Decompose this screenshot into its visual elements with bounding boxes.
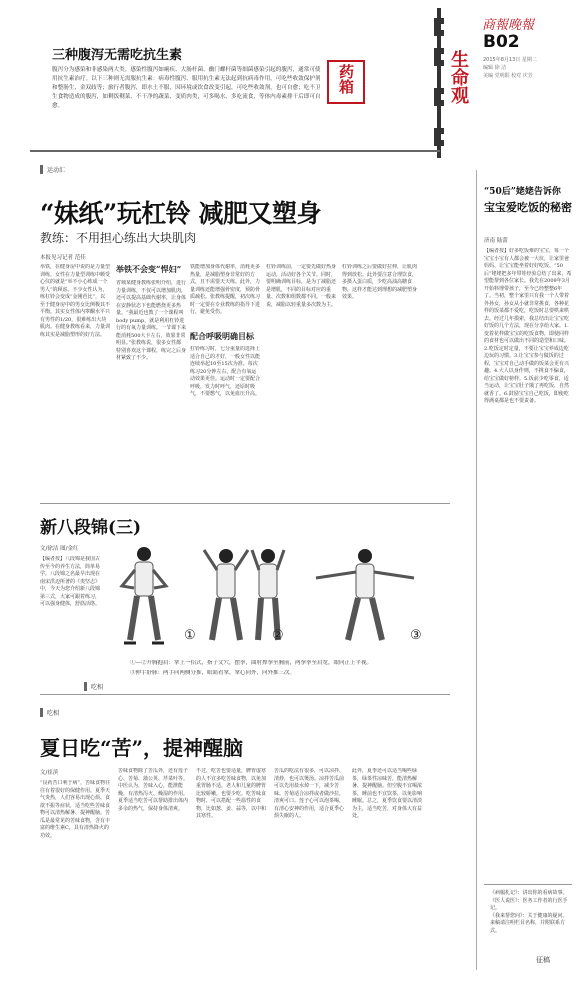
main-col-1: 举铁，在健身房中说的是力量型训练。女性在力量型训练中颇受心仪的就是“举不小心练成一个男人”的顾虑。不少女性认为，练杠铃会变成“金刚芭比”，以至于健身房中的男女比例极其不平衡。其实女性体内睾酮水平只有男性的1/20，很难练出大块肌肉。在健身教练看来，力量训练其实是减脂塑形的好方法。 [40,264,110,338]
qigong-figure-label-2: ② [272,628,284,643]
column-rule [476,170,477,970]
call-for-papers [490,890,572,935]
diet-col-1: “良药苦口利于病”，苦味食物往往有着很好的保健作用。夏季天气炎热，人们容易出现心烦、食欲不振等症状，适当吃些苦味食物可以清热解暑、提神醒脑。苦瓜是最常见的苦味食物，含有丰富的维生素C，具有清热降火的功效。 [40,780,111,839]
diet-col-5: 此外，夏季还可以适当喝些绿茶，绿茶性凉味苦，能清热解暑、提神醒脑。但空腹不宜喝浓茶，睡前也不宜饮茶，以免影响睡眠。总之，夏季饮食要以清淡为主，适当吃苦，对身体大有益处。 [352,768,423,819]
side-story-title-1: “50后”姥姥告诉你 [484,187,561,197]
qigong-figure-label-1: ① [184,628,196,643]
diet-col-3: 不过，吃苦也要适量，脾胃虚寒的人不宜多吃苦味食物，以免加重胃肠不适。老人和儿童的脾胃比较娇嫩，也要少吃。吃苦味食物时，可以搭配一些温性的食物，比如葱、姜、蒜等，以中和其寒性。 [196,768,267,819]
side-story-byline: 济南 陆蕾 [484,238,508,244]
divider [30,150,440,152]
qigong-figure-1 [104,540,182,650]
diet-col-2: 苦味食物除了苦瓜外，还有莲子心、苦菊、蒲公英、芹菜叶等。中医认为，苦味入心，能泄能燥，有清热泻火、燥湿的作用。夏季适当吃苦可以帮助排出体内多余的热气，保持身体清爽。 [118,768,189,812]
divider [40,503,450,504]
divider [40,694,450,695]
top-story-stamp [327,60,365,104]
diet-col-4: 苦瓜的吃法有很多，可以凉拌、清炒，也可以煲汤。凉拌苦瓜前可以先用盐水焯一下，减少苦味。苦菊适合凉拌或者做沙拉，清爽可口。莲子心可以泡茶喝，有清心安神的作用，适合夏季心烦失眠的人。 [274,768,345,819]
main-col-5: 杠铃训练前，一定要先做好热身运动，活动好各个关节。同时，要明确训练目标，是为了减脂还是增肌，不同的目标对应的重量、次数和组数都不同。一般来说，减脂以轻重量多次数为主。 [266,264,336,308]
top-story-title: 三种腹泻无需吃抗生素 [52,48,183,63]
qigong-byline: 文/徐洁 图/金红 [40,546,79,552]
call-line: 《医人说医》：医务工作者的行医手记。 [490,897,568,911]
main-col-4: 杠铃练习时，七分重量的选择上适合自己的才好，一般女性以能连续举起10至15次为准。每次练习20分钟左右，配合有氧运动效果更佳。运动时一定要配合呼吸，发力时呼气，还原时吸气，不要憋气，以免血压升高。 [190,346,260,397]
main-headline: “妹纸”玩杠铃 减肥又塑身 [40,199,321,228]
masthead-ornament [432,8,446,158]
main-col-3: 铁能增加身体代谢率，消耗更多热量，是减脂塑身非常好的方式，且不需要天天练。此外，力量训练还能增强骨密度，预防骨质疏松。张教练提醒，初次练习时一定要在专业教练的指导下进行，避免受伤。 [190,264,260,315]
main-subheading-2: 配合呼吸明确目标 [190,331,254,341]
designer-credit: 美编 党明阳 校对 庆芳 [483,73,533,79]
issue-date: 2015年8月13日 星期二 [483,57,537,63]
page-number: B02 [483,32,520,52]
section-tag-diet: 吃相 [40,708,59,717]
section-tag-sports: 运动汇 [40,165,65,174]
main-subheading-1: 举铁不会变“悍妇” [116,264,182,274]
diet-byline: 文/崔滨 [40,770,59,776]
main-col-6: 杠铃训练之后要做好拉伸，让肌肉得到放松。此外要注意合理饮食，多摄入蛋白质，少吃高油高糖食物，这样才能达到理想的减肥塑身效果。 [342,264,418,300]
qigong-caption-2: ③伸手舒脉：两手向两侧分推，眼睛看掌，掌心向外，向外推三次。 [130,670,296,676]
call-line: 来稿请注明栏目名称，并附联系方式。 [490,920,566,934]
call-line: 《病榻札记》：讲出你的看病故事。 [490,890,568,896]
qigong-caption-1: ①—②开胸抱肩：掌上一招式，指子文穴，摆拳，曲肘撑拳至胸前，两拳拳至肩宽，眼向正上平视。 [130,660,373,666]
main-col-2: 省城某健身教练张明介绍，进行力量训练，不仅可以增加肌肉，还可以提高基础代谢率，让身体在安静状态下也能燃烧更多热量。“我最近也教了一个课程叫body pump，就是利用杠铃进行的有氧力量训练。一节课下来能消耗500大卡左右，效果非常明显。”张教练说，很多女性都特别喜欢这个课程，练完之后身材紧致了不少。 [116,280,186,361]
divider [484,884,572,885]
qigong-intro: 【编者按】八段锦是我国古传至今的养生方法，简单易学。八段锦之名最早出现在南宋洪迈所著的《夷坚志》中，今天为您介绍新八段锦第三式，大家可跟着练习，可以强身健体，舒筋活络。 [40,556,101,607]
call-line: 《我来帮您问》：关于健康的疑问。 [490,912,568,919]
qigong-figure-label-3: ③ [410,628,422,643]
side-story-body: 【编者按】好多吃饭难的宝宝，每一个宝宝小宝有人都会被一大坑，让家里爸妈妈、让宝宝能坐着好好吃饭。“50后”姥姥把多年带娃经验总结了出来，希望能帮到各位家长。我先在2009年3月开始料理带孩子，至今已经整整6年了。当初，整个家里只有我一个人带着外孙女，孙女从小就非常挑食，各种花样的饭菜都不爱吃，吃饭时总要哄来哄去。经过几年摸索，我总结出让宝宝吃好饭的几个方法，现在分享给大家。1.变着花样做宝宝的吃饭食物，即使同样的食材也可以做出不同的造型和口味。2.吃饭定时定量，不要让宝宝养成边吃边玩的习惯。3.让宝宝参与做饭的过程，宝宝对自己动手做的饭菜会更有兴趣。4.大人以身作则，不挑食不偏食，给宝宝做好榜样。5.饭前少吃零食，适当运动，让宝宝肚子饿了再吃饭，自然就香了。6.鼓励宝宝自己吃饭，即使吃得满桌都是也不要责备。 [484,248,572,404]
diet-headline: 夏日吃“苦”，提神醒脑 [40,736,244,760]
qigong-figure-3 [310,540,420,650]
call-for-papers-tag: 征稿 [536,956,550,964]
main-subhead: 教练：不用担心练出大块肌肉 [40,231,197,245]
main-byline: 本报见习记者 范佳 [40,255,86,261]
side-story-title-2: 宝宝爱吃饭的秘密 [484,201,572,214]
editor-credit: 编辑 徐 洁 [483,65,507,71]
section-title: 生命观 [448,50,469,104]
section-tag-qigong: 吃相 [84,682,103,691]
top-story-body: 腹泻分为感染和非感染两大类。感染性腹泻如痢疾、大肠杆菌、幽门螺杆菌等细菌感染引起的腹泻，通常可使用抗生素治疗。以下三种则无需服抗生素：病毒性腹泻、服用抗生素无法起到抗病毒作用，可吃些收敛保护剂和整肠生、金双歧等；旅行者腹泻，即水土不服，因环境或饮食改变引起，可吃些收敛剂，也可自愈；吃不卫生食物造成的腹泻，如剩饭剩菜、不干净的蔬菜、变质肉类，可多喝水、多吃流食，等体内毒素排干后即可自愈。 [52,67,321,109]
qigong-title: 新八段锦(三) [40,518,142,538]
greek-key-ornament-icon [432,8,446,158]
paper-name: 商報晚報 [482,18,535,33]
top-story-stamp-label: 药箱 [337,64,355,94]
